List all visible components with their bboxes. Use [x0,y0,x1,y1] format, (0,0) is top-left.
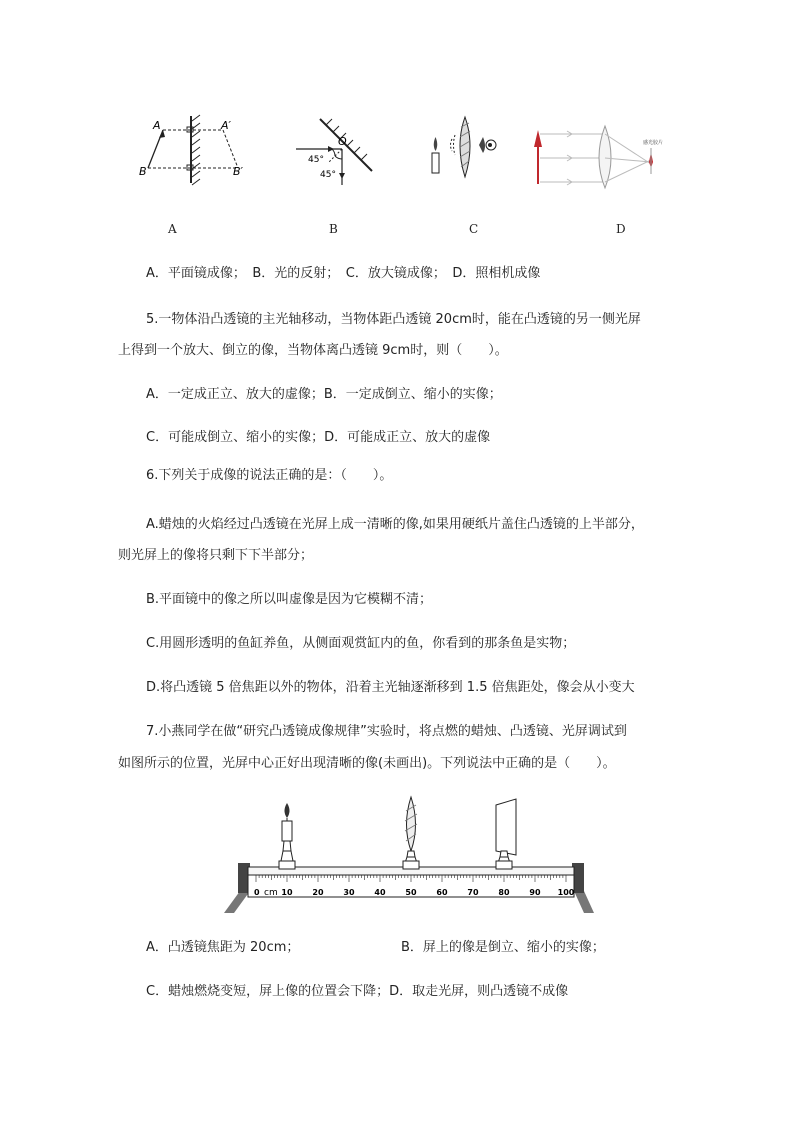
bench-unit-label: cm [264,888,278,898]
bench-tick-label: 30 [343,888,355,897]
bench-tick-label: 10 [281,888,293,897]
bench-tick-label: 40 [374,888,386,897]
bench-tick-label: 50 [405,888,417,897]
light-screen [496,799,516,869]
film-label: 感光胶片 [643,140,664,146]
figure-d-camera [525,122,670,192]
q5-stem-line2: 上得到一个放大、倒立的像，当物体离凸透镜 9cm时，则（ ）。 [118,343,508,358]
bench-tick-label: 60 [436,888,448,897]
q5-options-line2: C．可能成倒立、缩小的实像；D．可能成正立、放大的虚像 [146,430,491,445]
figure-c-magnifier [425,115,505,180]
bench-tick-label: 20 [312,888,324,897]
angle-label-1: 45° [308,155,324,165]
q7-option-a: A．凸透镜焦距为 20cm； [146,940,300,955]
q7-stem-line2: 如图所示的位置，光屏中心正好出现清晰的像(未画出)。下列说法中正确的是（ ）。 [118,756,616,771]
convex-lens [403,797,419,869]
q6-option-a-line2: 则光屏上的像将只剩下下半部分； [118,548,314,563]
figure-d-label: D [616,222,626,236]
bench-tick-label: 70 [467,888,479,897]
figure-a-label: A [168,222,177,236]
candle [279,803,295,869]
point-a-prime-label: A′ [221,119,232,132]
bench-tick-label: 100 [557,888,575,897]
q6-option-b: B.平面镜中的像之所以叫虚像是因为它模糊不清； [146,592,433,607]
q6-option-c: C.用圆形透明的鱼缸养鱼，从侧面观赏缸内的鱼，你看到的那条鱼是实物； [146,636,576,651]
optical-bench-figure [222,795,602,915]
figure-b-label: B [329,222,338,236]
figure-a-plane-mirror [135,113,260,188]
bench-tick-label: 80 [498,888,510,897]
angle-label-2: 45° [320,170,336,180]
point-a-label: A [153,119,161,132]
q4-options: A．平面镜成像； B．光的反射； C．放大镜成像； D．照相机成像 [146,266,541,281]
q6-stem: 6.下列关于成像的说法正确的是：（ ）。 [146,468,393,483]
point-o-label: O [338,135,347,148]
q7-option-b: B．屏上的像是倒立、缩小的实像； [401,940,605,955]
q6-option-d: D.将凸透镜 5 倍焦距以外的物体，沿着主光轴逐渐移到 1.5 倍焦距处，像会从小变大 [146,680,635,695]
bench-tick-label: 0 [254,888,260,897]
figure-b-reflection [292,115,382,190]
figure-c-label: C [469,222,479,236]
point-b-prime-label: B′ [233,165,244,178]
bench-tick-label: 90 [529,888,541,897]
q7-stem-line1: 7.小燕同学在做“研究凸透镜成像规律”实验时，将点燃的蜡烛、凸透镜、光屏调试到 [146,724,627,739]
point-b-label: B [139,165,147,178]
q5-stem-line1: 5.一物体沿凸透镜的主光轴移动，当物体距凸透镜 20cm时，能在凸透镜的另一侧光屏 [146,312,641,327]
q5-options-line1: A．一定成正立、放大的虚像；B．一定成倒立、缩小的实像； [146,387,502,402]
q6-option-a-line1: A.蜡烛的火焰经过凸透镜在光屏上成一清晰的像,如果用硬纸片盖住凸透镜的上半部分， [146,517,644,532]
q7-options-line2: C．蜡烛燃烧变短，屏上像的位置会下降；D．取走光屏，则凸透镜不成像 [146,984,569,999]
